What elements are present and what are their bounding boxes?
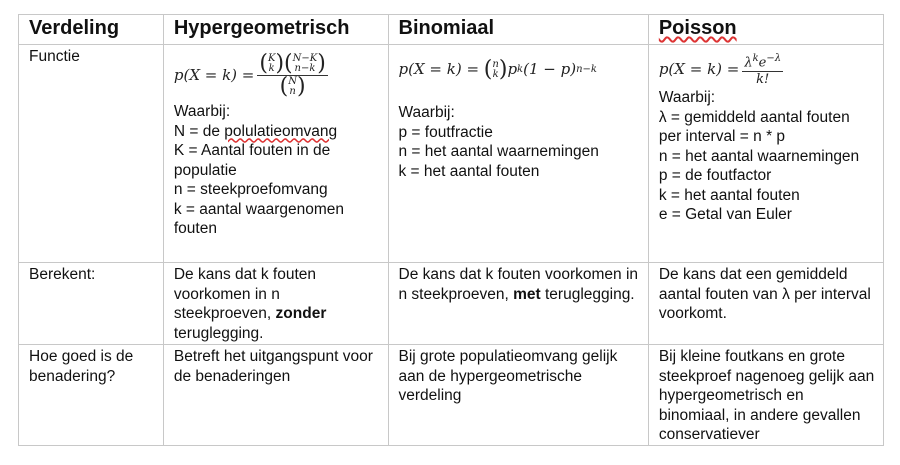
cell-functie-hyper xyxy=(163,45,388,263)
poisson-line-p: p = de foutfactor xyxy=(658,167,772,185)
header-binomiaal: Binomiaal xyxy=(388,15,648,45)
header-row xyxy=(19,15,884,45)
cell-benadering-binom: Bij grote populatieomvang gelijk aan de hypergeometrische verdeling xyxy=(388,345,648,446)
cell-benadering-hyper: Betreft het uitgangspunt voor de benaderingen xyxy=(163,345,388,446)
row-label-benadering: Hoe goed is de benadering? xyxy=(19,345,164,446)
row-label-functie: Functie xyxy=(19,45,164,263)
cell-benadering-poisson: Bij kleine foutkans en grote steekproef nagenoeg gelijk aan hypergeometrisch en binomiaal, in andere gevallen conservatiever xyxy=(648,345,883,446)
binom-line-k: k = het aantal fouten xyxy=(398,162,540,180)
distribution-table xyxy=(18,14,884,446)
binom-line-p: p = foutfractie xyxy=(398,123,493,141)
hyper-line-N: N = de polulatieomvang xyxy=(173,122,338,140)
hyper-formula: p(X = k) = ( K k ) ( N−K n−k ) ( N n ) xyxy=(173,51,326,99)
cell-functie-poisson xyxy=(648,45,883,263)
hyper-line-n: n = steekproefomvang xyxy=(173,181,328,198)
cell-berekent-hyper: De kans dat k fouten voorkomen in n steekproeven, zonder teruglegging. xyxy=(163,263,388,345)
poisson-line-lambda: λ = gemiddeld aantal fouten per interval = n * p xyxy=(658,108,850,146)
row-benadering xyxy=(19,345,884,446)
row-label-berekent: Berekent: xyxy=(19,263,164,345)
cell-functie-binom xyxy=(388,45,648,263)
binom-line-n: n = het aantal waarnemingen xyxy=(398,143,599,160)
poisson-line-k: k = het aantal fouten xyxy=(658,186,800,204)
poisson-line-n: n = het aantal waarnemingen xyxy=(658,147,860,165)
poisson-formula: p(X = k) = $\frac{\lambda^ke^{-\lambda}}{k!}$ xyxy=(658,53,782,88)
header-verdeling: Verdeling xyxy=(19,15,164,45)
header-poisson: Poisson xyxy=(648,15,883,45)
poisson-line-e: e = Getal van Euler xyxy=(658,206,792,224)
hyper-line-K: K = Aantal fouten in de populatie xyxy=(173,142,331,179)
binom-waarbij: Waarbij: xyxy=(398,104,455,121)
cell-berekent-binom: De kans dat k fouten voorkomen in n steekproeven, met teruglegging. xyxy=(388,263,648,345)
hyper-line-k: k = aantal waargenomen fouten xyxy=(173,200,345,237)
row-berekent xyxy=(19,263,884,345)
cell-berekent-poisson: De kans dat een gemiddeld aantal fouten van λ per interval voorkomt. xyxy=(648,263,883,345)
poisson-waarbij: Waarbij: xyxy=(658,89,716,107)
row-functie xyxy=(19,45,884,263)
header-hypergeometrisch: Hypergeometrisch xyxy=(163,15,388,45)
binom-formula: p(X = k) = ( n k ) p k (1 − p) n−k xyxy=(398,57,597,82)
hyper-waarbij: Waarbij: xyxy=(173,103,231,120)
